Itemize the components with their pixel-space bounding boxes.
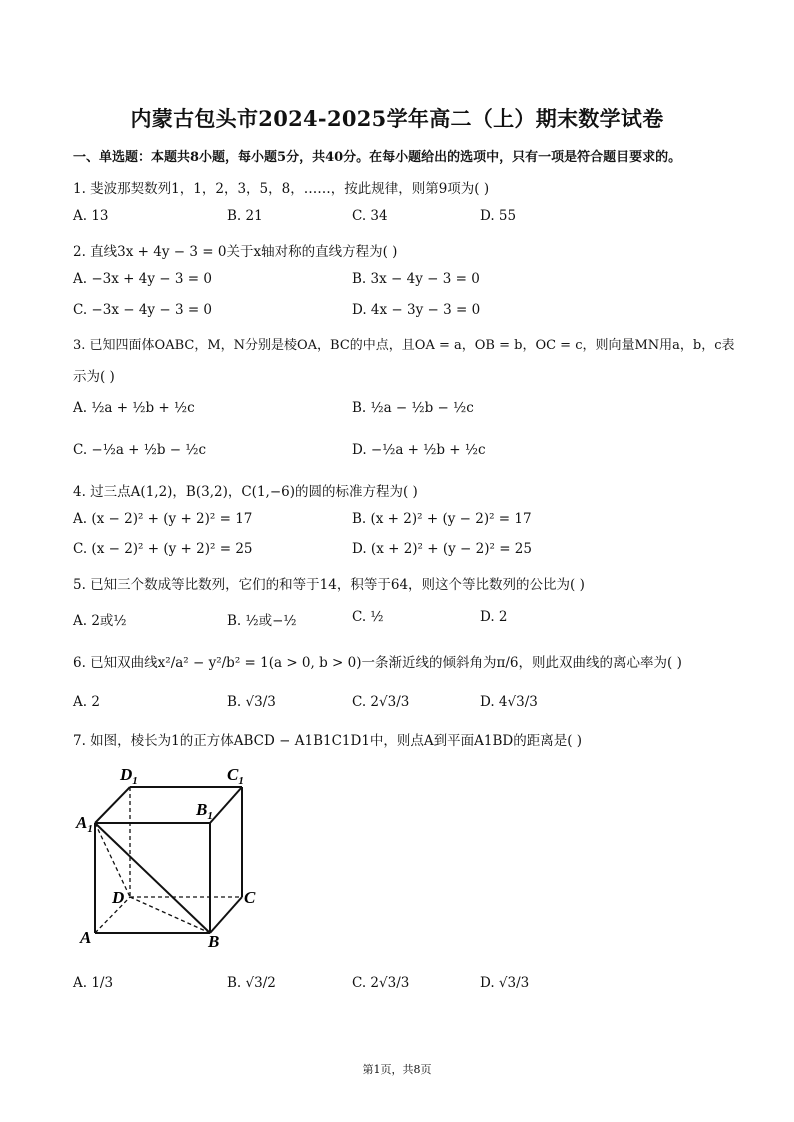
q1-option-b: B. 21 [227, 208, 263, 224]
q7-option-b: B. √3/2 [227, 975, 276, 991]
label-c: C [244, 888, 256, 907]
q5-option-c: C. ½ [352, 609, 384, 625]
q2-option-c: C. −3x − 4y − 3 = 0 [73, 302, 213, 318]
q1-option-a: A. 13 [73, 208, 109, 224]
question-3-stem-cont: 示为( ) [73, 369, 115, 385]
label-a: A [80, 928, 92, 947]
q7-option-c: C. 2√3/3 [352, 975, 410, 991]
q6-option-a: A. 2 [73, 694, 100, 710]
cube-figure [72, 760, 272, 950]
hidden-edge-a1-d [95, 823, 130, 897]
label-b1: $B_1$ [196, 800, 213, 822]
question-4-stem: 4. 过三点A(1,2)，B(3,2)，C(1,−6)的圆的标准方程为( ) [73, 484, 418, 500]
hidden-edge-d-b [130, 897, 210, 933]
q1-option-c: C. 34 [352, 208, 388, 224]
q4-option-b: B. (x + 2)² + (y − 2)² = 17 [352, 511, 532, 527]
question-7-stem: 7. 如图，棱长为1的正方体ABCD − A1B1C1D1中，则点A到平面A1BD的距离是( ) [73, 733, 583, 749]
q3-option-a: A. ½a + ½b + ½c [73, 400, 195, 416]
q4-option-d: D. (x + 2)² + (y − 2)² = 25 [352, 541, 532, 557]
edge-a1-d1 [95, 787, 130, 823]
label-b: B [208, 932, 220, 950]
label-a1: $A_1$ [76, 813, 93, 835]
q5-option-a: A. 2或½ [73, 613, 127, 629]
section-heading: 一、单选题：本题共8小题，每小题5分，共40分。在每小题给出的选项中，只有一项是符合题目要求的。 [73, 150, 682, 165]
page-title: 内蒙古包头市2024-2025学年高二（上）期末数学试卷 [130, 106, 664, 131]
question-6-stem: 6. 已知双曲线x²/a² − y²/b² = 1(a > 0, b > 0)一条渐近线的倾斜角为π/6，则此双曲线的离心率为( ) [73, 655, 682, 671]
q1-option-d: D. 55 [480, 208, 517, 224]
label-d: D [112, 888, 125, 907]
q5-option-d: D. 2 [480, 609, 508, 625]
q4-option-c: C. (x − 2)² + (y + 2)² = 25 [73, 541, 253, 557]
q7-option-a: A. 1/3 [73, 975, 114, 991]
q2-option-b: B. 3x − 4y − 3 = 0 [352, 271, 480, 287]
label-d1: $D_1$ [120, 765, 138, 787]
label-c1: $C_1$ [227, 765, 244, 787]
edge-b-c [210, 897, 242, 933]
question-3-stem: 3. 已知四面体OABC，M，N分别是棱OA，BC的中点，且OA = a，OB = b，OC = c，则向量MN用a，b，c表 [73, 338, 735, 353]
q2-option-d: D. 4x − 3y − 3 = 0 [352, 302, 481, 318]
edge-a1-b [95, 823, 210, 933]
q6-option-b: B. √3/3 [227, 694, 276, 710]
q3-option-b: B. ½a − ½b − ½c [352, 400, 474, 416]
page-footer: 第1页，共8页 [362, 1063, 432, 1076]
q6-option-d: D. 4√3/3 [480, 694, 538, 710]
question-2-stem: 2. 直线3x + 4y − 3 = 0关于x轴对称的直线方程为( ) [73, 244, 398, 260]
q3-option-c: C. −½a + ½b − ½c [73, 442, 207, 458]
q7-option-d: D. √3/3 [480, 975, 530, 991]
q3-option-d: D. −½a + ½b + ½c [352, 442, 486, 458]
q2-option-a: A. −3x + 4y − 3 = 0 [73, 271, 212, 287]
edge-b1-c1 [210, 787, 242, 823]
q5-option-b: B. ½或−½ [227, 613, 297, 629]
question-1-stem: 1. 斐波那契数列1，1，2，3，5，8，……，按此规律，则第9项为( ) [73, 181, 490, 197]
question-5-stem: 5. 已知三个数成等比数列，它们的和等于14，积等于64，则这个等比数列的公比为( ) [73, 577, 585, 593]
q6-option-c: C. 2√3/3 [352, 694, 410, 710]
q4-option-a: A. (x − 2)² + (y + 2)² = 17 [73, 511, 253, 527]
